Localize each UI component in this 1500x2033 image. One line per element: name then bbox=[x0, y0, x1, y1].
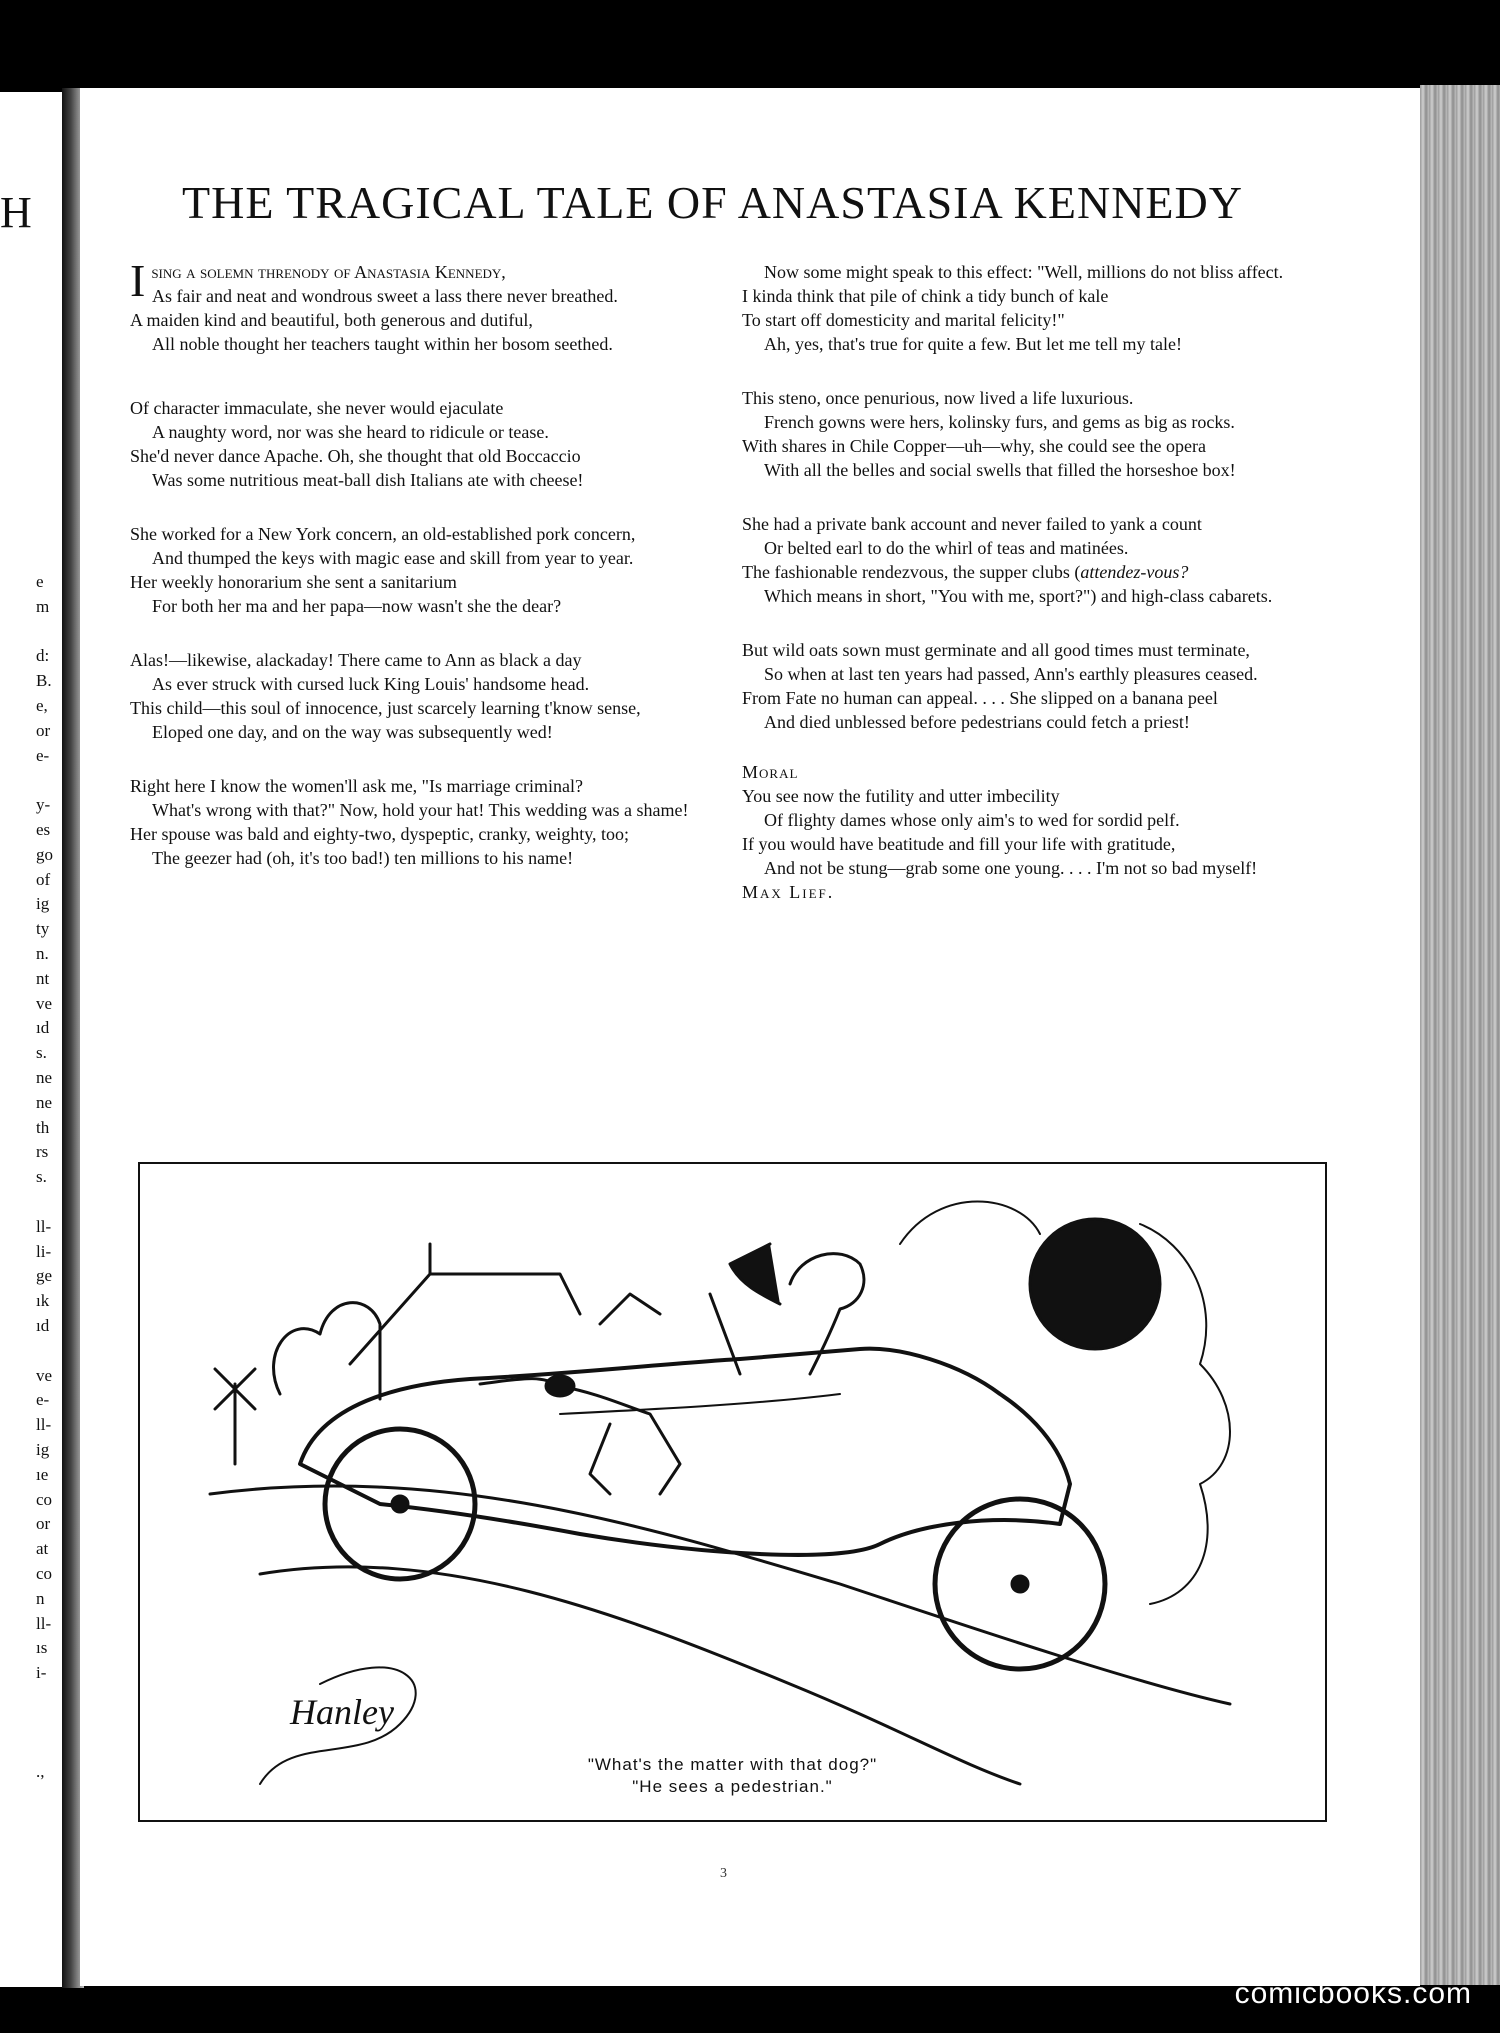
stanza-2 bbox=[130, 396, 720, 492]
previous-page-fragment: m bbox=[36, 596, 50, 616]
previous-page-fragment: ıs bbox=[36, 1638, 48, 1658]
previous-page-fragment: ne bbox=[36, 1068, 53, 1087]
previous-page-fragment: i- bbox=[36, 1663, 47, 1683]
poem-line: French gowns were hers, kolinsky furs, and gems as big as rocks. bbox=[764, 412, 1235, 432]
poem-line: Of flighty dames whose only aim's to wed for sordid pelf. bbox=[764, 810, 1180, 830]
previous-page-fragment: ll- bbox=[36, 1415, 52, 1435]
previous-page-fragment: B. bbox=[36, 671, 52, 691]
poem-line: Right here I know the women'll ask me, "Is marriage criminal? bbox=[130, 776, 583, 796]
previous-page-fragment: e, bbox=[36, 696, 48, 715]
previous-page-fragment: y- bbox=[36, 795, 51, 815]
previous-page-fragment: th bbox=[36, 1117, 50, 1137]
poem-column-right bbox=[742, 260, 1334, 930]
poem-line: I kinda think that pile of chink a tidy bunch of kale bbox=[742, 286, 1109, 306]
previous-page-fragment: ty bbox=[36, 919, 50, 939]
stanza-4 bbox=[130, 648, 720, 744]
stanza-9 bbox=[742, 638, 1334, 734]
poem-line: Alas!—likewise, alackaday! There came to Ann as black a day bbox=[130, 650, 582, 670]
poem-line: sing a solemn threnody of Anastasia Kennedy, bbox=[151, 262, 506, 282]
previous-page-fragment: at bbox=[36, 1539, 49, 1559]
drop-cap: I bbox=[130, 255, 146, 306]
previous-page-fragment: s. bbox=[36, 1167, 47, 1187]
cartoon-caption bbox=[140, 1754, 1325, 1798]
poem-line: As ever struck with cursed luck King Louis' handsome head. bbox=[152, 674, 590, 694]
poem-line: With shares in Chile Copper—uh—why, she could see the opera bbox=[742, 436, 1207, 456]
previous-page-fragment: ık bbox=[36, 1291, 50, 1311]
poem-line: Her spouse was bald and eighty-two, dyspeptic, cranky, weighty, too; bbox=[130, 824, 630, 844]
poem-line: Of character immaculate, she never would ejaculate bbox=[130, 398, 504, 418]
poem-line: And not be stung—grab some one young. . . . I'm not so bad myself! bbox=[764, 858, 1258, 878]
previous-page-fragment: ve bbox=[36, 993, 53, 1013]
poem-line: For both her ma and her papa—now wasn't she the dear? bbox=[152, 596, 562, 616]
source-watermark: comicbooks.com bbox=[1234, 1977, 1472, 2010]
previous-page-fragment: ig bbox=[36, 894, 50, 914]
dog-figure bbox=[480, 1379, 680, 1494]
poem-line: But wild oats sown must germinate and all good times must terminate, bbox=[742, 640, 1250, 660]
previous-page-fragment: ig bbox=[36, 1440, 50, 1459]
cartoon-illustration bbox=[138, 1162, 1327, 1822]
previous-page-fragment: li- bbox=[36, 1241, 52, 1261]
poem-line: Or belted earl to do the whirl of teas and matinées. bbox=[764, 538, 1129, 558]
previous-page-fragment: of bbox=[36, 869, 51, 889]
previous-page-fragment: co bbox=[36, 1489, 53, 1509]
artist-signature: Hanley bbox=[290, 1692, 394, 1732]
previous-page-fragment: e- bbox=[36, 745, 50, 765]
previous-page-fragment: ıd bbox=[36, 1316, 50, 1335]
caption-line: "What's the matter with that dog?" bbox=[587, 1755, 878, 1774]
poem-line: And died unblessed before pedestrians could fetch a priest! bbox=[764, 712, 1190, 732]
car-cartoon-drawing bbox=[140, 1164, 1325, 1820]
poem-line: Her weekly honorarium she sent a sanitarium bbox=[130, 572, 457, 592]
poem-line: What's wrong with that?" Now, hold your hat! This wedding was a shame! bbox=[152, 800, 689, 820]
poem-line: This child—this soul of innocence, just scarcely learning t'know sense, bbox=[130, 698, 641, 718]
moral-stanza bbox=[742, 760, 1334, 904]
previous-page-fragment: ıd bbox=[36, 1018, 50, 1038]
previous-page-fragment: or bbox=[36, 1514, 51, 1534]
previous-page-fragment: e- bbox=[36, 1390, 50, 1410]
previous-page-fragment: co bbox=[36, 1564, 53, 1583]
poem-line: She worked for a New York concern, an old-established pork concern, bbox=[130, 524, 636, 544]
previous-page-fragment: e bbox=[36, 572, 44, 591]
poem-line: As fair and neat and wondrous sweet a lass there never breathed. bbox=[152, 286, 618, 306]
poem-line: Which means in short, "You with me, sport?") and high-class cabarets. bbox=[764, 586, 1273, 606]
previous-page-fragment: n. bbox=[36, 944, 49, 963]
car-body bbox=[300, 1349, 1070, 1555]
previous-page-fragment: d: bbox=[36, 646, 50, 666]
previous-page-fragment: n bbox=[36, 1588, 45, 1608]
page-number: 3 bbox=[720, 1866, 727, 1881]
book-page-edges bbox=[1420, 85, 1500, 1985]
tree-outline bbox=[274, 1303, 380, 1399]
previous-page-fragment: ve bbox=[36, 1365, 53, 1385]
previous-page-fragment: ıe bbox=[36, 1464, 49, 1484]
previous-page-fragment: H bbox=[0, 188, 32, 237]
poem-line: The fashionable rendezvous, the supper clubs ( bbox=[742, 562, 1081, 582]
sun-icon bbox=[1030, 1219, 1160, 1349]
poem-line: If you would have beatitude and fill your life with gratitude, bbox=[742, 834, 1176, 854]
previous-page-fragment: ll- bbox=[36, 1613, 52, 1633]
poem-line-italic: attendez-vous? bbox=[1080, 562, 1189, 582]
poem-line: To start off domesticity and marital felicity!" bbox=[742, 310, 1065, 330]
poem-line: So when at last ten years had passed, Ann's earthly pleasures ceased. bbox=[764, 664, 1258, 684]
poem-line: From Fate no human can appeal. . . . She slipped on a banana peel bbox=[742, 688, 1218, 708]
poem-line: She'd never dance Apache. Oh, she thought that old Boccaccio bbox=[130, 446, 581, 466]
poem-line: A naughty word, nor was she heard to ridicule or tease. bbox=[152, 422, 549, 442]
house-roof bbox=[350, 1274, 580, 1364]
previous-page-fragment: rs bbox=[36, 1142, 49, 1162]
stanza-7 bbox=[742, 386, 1334, 482]
previous-page-fragment: ., bbox=[36, 1762, 45, 1782]
driver-figure bbox=[790, 1254, 864, 1374]
poem-line: And thumped the keys with magic ease and skill from year to year. bbox=[152, 548, 634, 568]
author-credit: Max Lief. bbox=[742, 882, 835, 902]
previous-page-fragment: ge bbox=[36, 1266, 53, 1286]
poem-title: THE TRAGICAL TALE OF ANASTASIA KENNEDY bbox=[182, 177, 1243, 228]
previous-page-fragment: es bbox=[36, 820, 51, 839]
caption-line: "He sees a pedestrian." bbox=[632, 1777, 833, 1796]
poem-line: Now some might speak to this effect: "Well, millions do not bliss affect. bbox=[764, 262, 1284, 282]
moral-heading: Moral bbox=[742, 762, 799, 782]
poem-column-left bbox=[130, 255, 720, 896]
previous-page-fragment: s. bbox=[36, 1043, 47, 1063]
stanza-5 bbox=[130, 774, 720, 870]
previous-page-edge bbox=[0, 92, 62, 1987]
previous-page-fragment: ne bbox=[36, 1092, 53, 1112]
poem-line: You see now the futility and utter imbecility bbox=[742, 786, 1060, 806]
poem-line: All noble thought her teachers taught within her bosom seethed. bbox=[152, 334, 613, 354]
poem-line: The geezer had (oh, it's too bad!) ten millions to his name! bbox=[152, 848, 574, 868]
previous-page-fragment: or bbox=[36, 720, 51, 740]
previous-page-fragment: ll- bbox=[36, 1216, 52, 1236]
poem-line: With all the belles and social swells that filled the horseshoe box! bbox=[764, 460, 1236, 480]
stanza-6 bbox=[742, 260, 1334, 356]
poem-line: Ah, yes, that's true for quite a few. But let me tell my tale! bbox=[764, 334, 1182, 354]
stanza-8 bbox=[742, 512, 1334, 608]
stanza-3 bbox=[130, 522, 720, 618]
poem-line: She had a private bank account and never failed to yank a count bbox=[742, 514, 1202, 534]
poem-line: This steno, once penurious, now lived a life luxurious. bbox=[742, 388, 1134, 408]
poem-line: A maiden kind and beautiful, both generous and dutiful, bbox=[130, 310, 533, 330]
previous-page-fragment: go bbox=[36, 844, 53, 864]
poem-line: Was some nutritious meat-ball dish Italians ate with cheese! bbox=[152, 470, 584, 490]
stanza-1 bbox=[130, 255, 720, 356]
previous-page-fragment: nt bbox=[36, 968, 50, 988]
poem-line: Eloped one day, and on the way was subsequently wed! bbox=[152, 722, 553, 742]
